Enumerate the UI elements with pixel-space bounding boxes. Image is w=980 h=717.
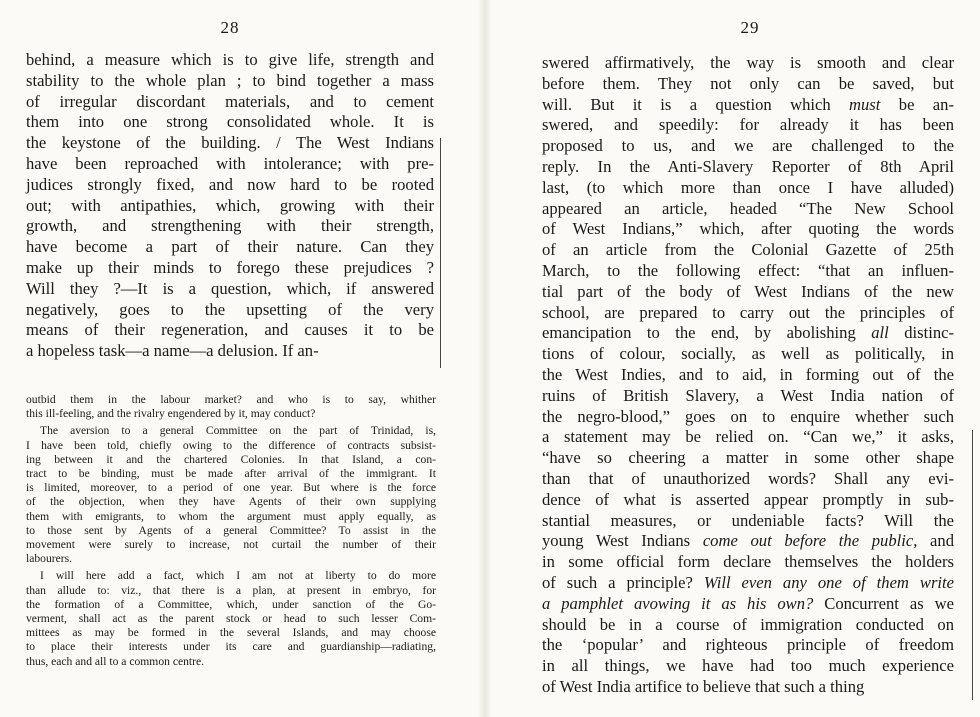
text-line: of West Indians,” which, after quoting the words [542, 219, 954, 239]
text-line: a hopeless task—a name—a delusion. If an- [26, 341, 319, 361]
text-line: school, are prepared to carry out the principles of [542, 302, 954, 322]
footnote-line: outbid them in the labour market? and who is to say, whither [26, 393, 436, 406]
footnote-line: the formation of a Committee, which, under sanction of the Go- [26, 597, 436, 611]
footnote-line: than allude to: viz., that there is a plan, at present in embryo, for [26, 583, 436, 597]
footnote-line: movement were surely to increase, not curtail the number of their [26, 538, 436, 552]
text-line: the negro-blood,” goes on to enquire whether such [542, 406, 954, 426]
footnote-line: labourers. [26, 552, 73, 566]
margin-bracket [440, 138, 441, 368]
text-line: stability to the whole plan ; to bind together a mass [26, 70, 434, 90]
footnote-line: mittees as may be formed in the several Islands, and may choose [26, 626, 436, 640]
text-line: of irregular discordant materials, and to cement [26, 91, 434, 111]
text-line: of an article from the Colonial Gazette of 25th [542, 240, 954, 260]
text-line: negatively, goes to the upsetting of the very [26, 299, 434, 319]
footnote-line: I will here add a fact, which I am not at liberty to do more [40, 569, 436, 583]
text-line: means of their regeneration, and causes it to be [26, 320, 434, 340]
footnote-line: this ill-feeling, and the rivalry engendered by it, may conduct? [26, 407, 316, 421]
text-line: tions of colour, socially, as well as politically, in [542, 344, 954, 364]
text-line: young West Indians come out before the public, and [542, 531, 955, 551]
footnote-paragraph [26, 393, 436, 421]
footnote-line: of the objection, when they have Agents of their own supplying [26, 495, 436, 509]
text-line: have been reproached with intolerance; with pre- [26, 153, 434, 173]
text-line: in some official form declare themselves the holders [542, 552, 954, 572]
footnote-paragraph [26, 424, 436, 566]
text-line: “have so cheering a matter in some other shape [542, 448, 954, 468]
footnote-line: tract to be binding, must be made after arrival of the immigrant. It [26, 467, 436, 481]
footnote-line: them with emigrants, to whom the argument must apply equally, as [26, 509, 436, 523]
text-line: out; with antipathies, which, growing with their [26, 195, 434, 215]
footnote-line: is limited, moreover, to a period of one year. But where is the force [26, 481, 436, 495]
text-line: stantial measures, or undeniable facts? Will the [542, 510, 954, 530]
text-line: behind, a measure which is to give life, strength and [26, 50, 434, 69]
text-line: a statement may be relied on. “Can we,” it asks, [542, 427, 954, 447]
text-line: the ‘popular’ and righteous principle of freedom [542, 635, 954, 655]
text-line: emancipation to the end, by abolishing all distinc- [542, 323, 955, 343]
text-line: than that of unauthorized words? Shall any evi- [542, 468, 954, 488]
text-line: appeared an article, headed “The New School [542, 198, 954, 218]
text-line: the West Indies, and to aid, in forming out of the [542, 364, 954, 384]
text-line: tial part of the body of West Indians of the new [542, 281, 954, 301]
footnote-paragraph [26, 569, 436, 668]
text-line: swered affirmatively, the way is smooth and clear [542, 53, 954, 72]
footnote-line: to place their interests under its care and guardianship—radiating, [26, 640, 436, 654]
text-line: growth, and strengthening with their strength, [26, 216, 434, 236]
text-line: ruins of British Slavery, a West India nation of [542, 385, 954, 405]
right-page [500, 0, 980, 717]
text-line: swered, and speedily: for already it has been [542, 115, 954, 135]
text-line: the keystone of the building. / The West Indians [26, 133, 434, 153]
footnote-line: verment, shall act as the parent stock or head to such lesser Com- [26, 612, 436, 626]
text-line: should be in a course of immigration conducted on [542, 614, 954, 634]
text-line: reply. In the Anti-Slavery Reporter of 8th April [542, 156, 954, 176]
margin-bracket [972, 430, 973, 700]
book-gutter [478, 0, 492, 717]
body-text [26, 50, 434, 362]
text-line: will. But it is a question which must be an- [542, 94, 954, 114]
footnote-line: ing between it and the chartered Colonies. In that Island, a con- [26, 452, 436, 466]
text-line: a pamphlet avowing it as his own? Concurrent as we [542, 593, 954, 613]
text-line: have become a part of their nature. Can they [26, 237, 434, 257]
text-line: dence of what is asserted appear promptly in sub- [542, 489, 954, 509]
footnote-line: The aversion to a general Committee on the part of Trinidad, is, [40, 424, 436, 438]
text-line: of such a principle? Will even any one of them write [542, 572, 954, 592]
body-text [542, 53, 954, 698]
text-line: of West India artifice to believe that such a thing [542, 676, 865, 696]
text-line: in all things, we have had too much experience [542, 656, 954, 676]
left-page [0, 0, 470, 717]
footnotes [26, 390, 436, 669]
footnote-line: thus, each and all to a common centre. [26, 654, 205, 668]
text-line: make up their minds to forego these prejudices ? [26, 257, 434, 277]
footnote-line: I have been told, chiefly owing to the difference of contracts subsist- [26, 438, 436, 452]
text-line: proposed to us, and we are challenged to the [542, 136, 954, 156]
page-number: 29 [740, 18, 760, 37]
text-line: Will they ?—It is a question, which, if answered [26, 278, 434, 298]
footnote-line: to those sent by Agents of a general Committee? To assist in the [26, 523, 436, 537]
page-number: 28 [220, 18, 240, 37]
text-line: last, (to which more than once I have alluded) [542, 177, 954, 197]
text-line: judices strongly fixed, and now hard to be rooted [26, 174, 434, 194]
text-line: them into one strong consolidated whole. It is [26, 112, 434, 132]
text-line: before them. They not only can be saved, but [542, 73, 954, 93]
text-line: March, to the following effect: “that an influen- [542, 260, 954, 280]
